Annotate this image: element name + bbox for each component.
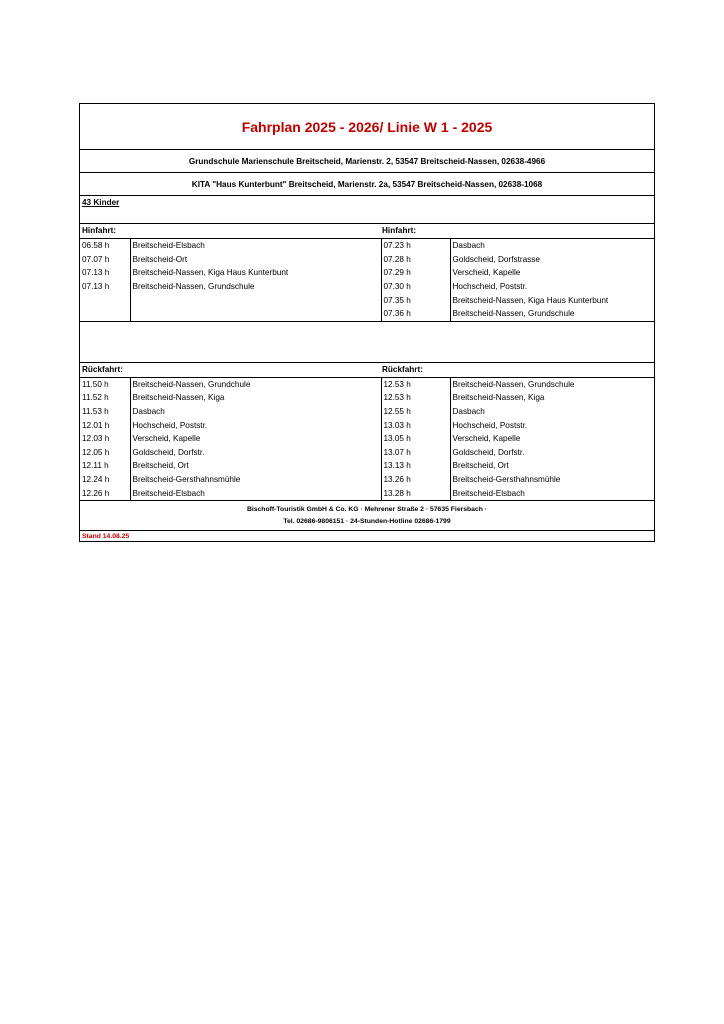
rueckfahrt-stop-right: Goldscheid, Dorfstr. bbox=[452, 447, 525, 457]
rueckfahrt-table bbox=[80, 378, 656, 500]
rueckfahrt-stop-right: Dasbach bbox=[452, 407, 485, 417]
rueckfahrt-stop-right: Breitscheid, Ort bbox=[452, 461, 509, 471]
hinfahrt-stop-left bbox=[130, 307, 381, 321]
rueckfahrt-header bbox=[80, 363, 654, 378]
hinfahrt-stop-right: Goldscheid, Dorfstrasse bbox=[452, 254, 540, 264]
rueckfahrt-stop-left: Verscheid, Kapelle bbox=[130, 432, 381, 446]
rueckfahrt-time-left: 11.52 h bbox=[80, 391, 130, 405]
hinfahrt-label-left: Hinfahrt: bbox=[82, 226, 117, 235]
rueckfahrt-row bbox=[80, 432, 656, 446]
rueckfahrt-stop-right: Breitscheid-Gersthahnsmühle bbox=[452, 475, 561, 485]
hinfahrt-stop-left: Breitscheid-Nassen, Grundschule bbox=[130, 280, 381, 294]
hinfahrt-time-right: 07.36 h bbox=[381, 307, 450, 321]
hinfahrt-row bbox=[80, 253, 656, 267]
hinfahrt-row bbox=[80, 239, 656, 253]
rueckfahrt-time-right: 13.26 h bbox=[381, 473, 450, 487]
rueckfahrt-stop-right: Breitscheid-Nassen, Kiga bbox=[452, 393, 545, 403]
hinfahrt-stop-left bbox=[130, 293, 381, 307]
rueckfahrt-stop-left: Breitscheid, Ort bbox=[130, 459, 381, 473]
rueckfahrt-row bbox=[80, 459, 656, 473]
section-gap bbox=[80, 321, 654, 363]
hinfahrt-row bbox=[80, 293, 656, 307]
rueckfahrt-stop-left: Breitscheid-Gersthahnsmühle bbox=[130, 473, 381, 487]
rueckfahrt-time-right: 13.05 h bbox=[381, 432, 450, 446]
rueckfahrt-time-left: 12.24 h bbox=[80, 473, 130, 487]
rueckfahrt-stop-right: Breitscheid-Nassen, Grundschule bbox=[452, 379, 575, 389]
hinfahrt-stop-left: Breitscheid-Elsbach bbox=[130, 239, 381, 253]
rueckfahrt-time-right: 13.03 h bbox=[381, 418, 450, 432]
rueckfahrt-time-left: 12.26 h bbox=[80, 486, 130, 500]
kita-address: KITA "Haus Kunterbunt" Breitscheid, Marienstr. 2a, 53547 Breitscheid-Nassen, 02638-1068 bbox=[80, 173, 654, 196]
hinfahrt-time-right: 07.23 h bbox=[381, 239, 450, 253]
hinfahrt-time-left: 07.07 h bbox=[80, 253, 130, 267]
hinfahrt-time-right: 07.29 h bbox=[381, 266, 450, 280]
hinfahrt-row bbox=[80, 266, 656, 280]
rueckfahrt-time-left: 11.50 h bbox=[80, 378, 130, 392]
hinfahrt-time-right: 07.35 h bbox=[381, 293, 450, 307]
timetable-sheet bbox=[79, 103, 655, 542]
rueckfahrt-stop-right: Hochscheid, Poststr. bbox=[452, 420, 528, 430]
hinfahrt-time-left: 06.58 h bbox=[80, 239, 130, 253]
hinfahrt-stop-right: Breitscheid-Nassen, Kiga Haus Kunterbunt bbox=[452, 295, 609, 305]
rueckfahrt-row bbox=[80, 378, 656, 392]
stand-date: Stand 14.08.25 bbox=[82, 532, 130, 540]
rueckfahrt-stop-left: Breitscheid-Nassen, Grundchule bbox=[130, 378, 381, 392]
company-footer bbox=[80, 500, 654, 531]
hinfahrt-time-right: 07.30 h bbox=[381, 280, 450, 294]
footer-line-2: Tel. 02686-9806151 · 24-Stunden-Hotline 02686-1799 bbox=[283, 517, 451, 525]
rueckfahrt-row bbox=[80, 486, 656, 500]
rueckfahrt-time-right: 12.55 h bbox=[381, 405, 450, 419]
hinfahrt-stop-right: Hochscheid, Poststr. bbox=[452, 282, 528, 292]
rueckfahrt-time-right: 12.53 h bbox=[381, 378, 450, 392]
kids-count: 43 Kinder bbox=[80, 196, 654, 224]
rueckfahrt-stop-left: Breitscheid-Elsbach bbox=[130, 486, 381, 500]
rueckfahrt-time-left: 12.11 h bbox=[80, 459, 130, 473]
rueckfahrt-time-right: 12.53 h bbox=[381, 391, 450, 405]
rueckfahrt-row bbox=[80, 405, 656, 419]
rueckfahrt-time-left: 12.05 h bbox=[80, 446, 130, 460]
rueckfahrt-time-left: 11.53 h bbox=[80, 405, 130, 419]
rueckfahrt-row bbox=[80, 473, 656, 487]
hinfahrt-stop-right: Verscheid, Kapelle bbox=[452, 268, 521, 278]
hinfahrt-time-right: 07.28 h bbox=[381, 253, 450, 267]
hinfahrt-table bbox=[80, 239, 656, 321]
hinfahrt-header bbox=[80, 224, 654, 239]
footer-line-1: Bischoff-Touristik GmbH & Co. KG · Mehrener Straße 2 · 57635 Fiersbach · bbox=[246, 505, 488, 513]
rueckfahrt-stop-left: Hochscheid, Poststr. bbox=[130, 418, 381, 432]
page-title: Fahrplan 2025 - 2026/ Linie W 1 - 2025 bbox=[80, 104, 654, 150]
rueckfahrt-time-right: 13.28 h bbox=[381, 486, 450, 500]
hinfahrt-stop-right: Breitscheid-Nassen, Grundschule bbox=[452, 309, 575, 319]
rueckfahrt-time-left: 12.03 h bbox=[80, 432, 130, 446]
hinfahrt-time-left bbox=[80, 307, 130, 321]
hinfahrt-stop-left: Breitscheid-Nassen, Kiga Haus Kunterbunt bbox=[130, 266, 381, 280]
hinfahrt-label-right: Hinfahrt: bbox=[382, 226, 417, 235]
rueckfahrt-stop-left: Dasbach bbox=[130, 405, 381, 419]
rueckfahrt-time-right: 13.07 h bbox=[381, 446, 450, 460]
rueckfahrt-label-right: Rückfahrt: bbox=[382, 364, 423, 374]
hinfahrt-time-left: 07.13 h bbox=[80, 280, 130, 294]
rueckfahrt-stop-right: Breitscheid-Elsbach bbox=[452, 488, 525, 498]
hinfahrt-stop-right: Dasbach bbox=[452, 241, 485, 251]
rueckfahrt-stop-left: Goldscheid, Dorfstr. bbox=[130, 446, 381, 460]
rueckfahrt-stop-right: Verscheid, Kapelle bbox=[452, 434, 521, 444]
rueckfahrt-time-right: 13.13 h bbox=[381, 459, 450, 473]
hinfahrt-stop-left: Breitscheid-Ort bbox=[130, 253, 381, 267]
hinfahrt-time-left: 07.13 h bbox=[80, 266, 130, 280]
school-address: Grundschule Marienschule Breitscheid, Marienstr. 2, 53547 Breitscheid-Nassen, 02638-4966 bbox=[80, 150, 654, 173]
rueckfahrt-time-left: 12.01 h bbox=[80, 418, 130, 432]
rueckfahrt-row bbox=[80, 418, 656, 432]
rueckfahrt-stop-left: Breitscheid-Nassen, Kiga bbox=[130, 391, 381, 405]
rueckfahrt-row bbox=[80, 391, 656, 405]
rueckfahrt-label-left: Rückfahrt: bbox=[82, 364, 123, 374]
hinfahrt-row bbox=[80, 280, 656, 294]
hinfahrt-row bbox=[80, 307, 656, 321]
rueckfahrt-row bbox=[80, 446, 656, 460]
hinfahrt-time-left bbox=[80, 293, 130, 307]
